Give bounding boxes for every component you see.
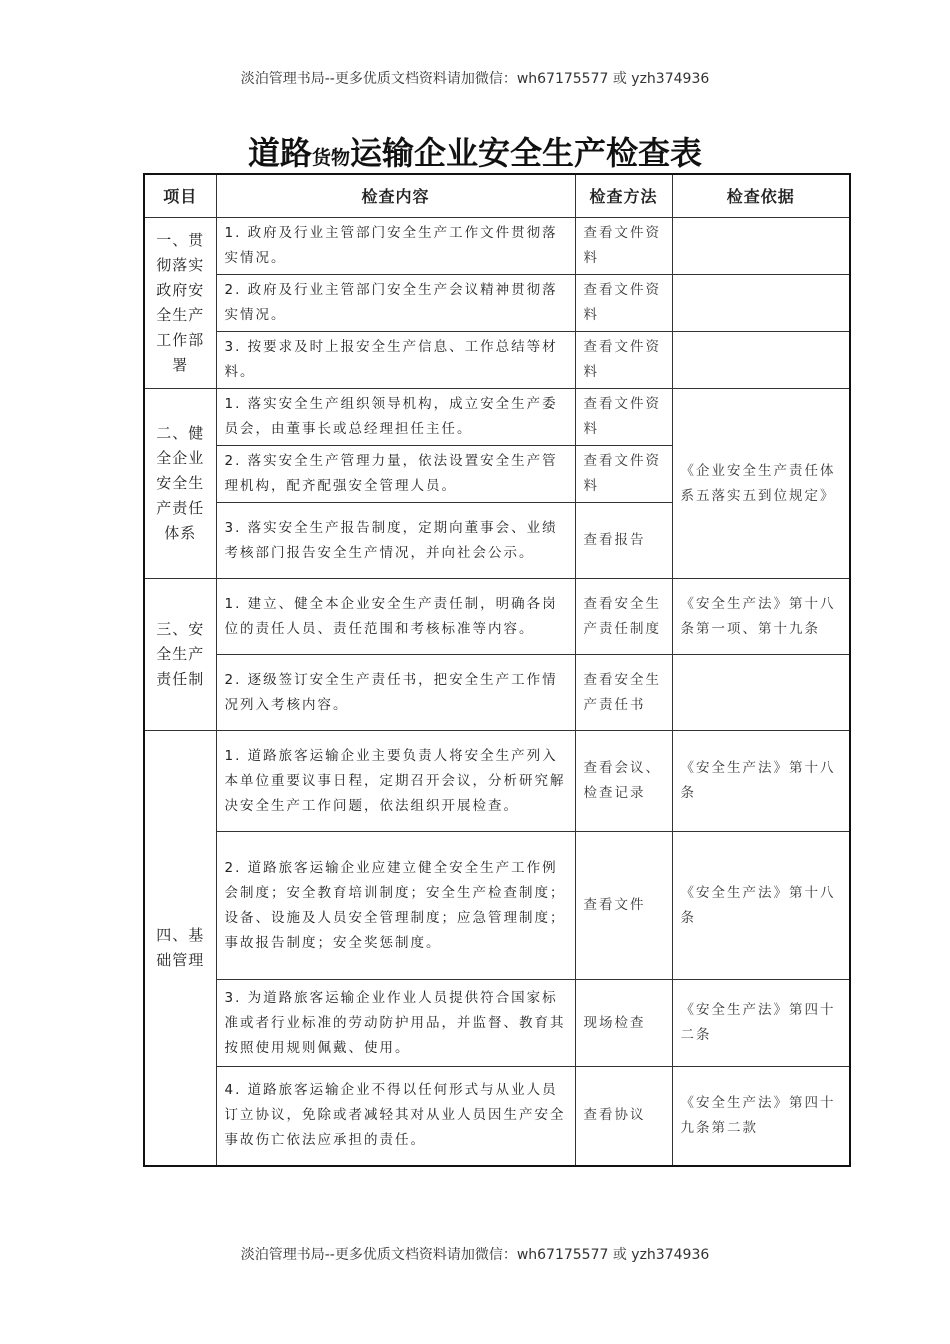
table-row [144, 579, 850, 655]
col-header-basis: 检查依据 [672, 174, 850, 218]
check-basis [672, 332, 850, 389]
check-method: 现场检查 [575, 980, 672, 1067]
table-row [144, 980, 850, 1067]
table-row [144, 389, 850, 446]
check-basis: 《安全生产法》第四十九条第二款 [672, 1067, 850, 1166]
check-basis-merged: 《企业安全生产责任体系五落实五到位规定》 [672, 389, 850, 579]
table-row [144, 655, 850, 731]
check-basis: 《安全生产法》第十八条 [672, 731, 850, 832]
check-content: 2. 政府及行业主管部门安全生产会议精神贯彻落实情况。 [216, 275, 575, 332]
check-method: 查看文件资料 [575, 332, 672, 389]
table-row [144, 1067, 850, 1166]
check-content: 4. 道路旅客运输企业不得以任何形式与从业人员订立协议，免除或者减轻其对从业人员因生产安全事故伤亡依法应承担的责任。 [216, 1067, 575, 1166]
check-method: 查看安全生产责任书 [575, 655, 672, 731]
title-part-1: 道路 [247, 134, 312, 172]
inspection-table [143, 173, 851, 1167]
check-method: 查看安全生产责任制度 [575, 579, 672, 655]
check-content: 3. 按要求及时上报安全生产信息、工作总结等材料。 [216, 332, 575, 389]
table-row [144, 218, 850, 275]
check-content: 1. 建立、健全本企业安全生产责任制，明确各岗位的责任人员、责任范围和考核标准等内容。 [216, 579, 575, 655]
check-basis: 《安全生产法》第四十二条 [672, 980, 850, 1067]
table-row [144, 275, 850, 332]
table-row [144, 731, 850, 832]
check-method: 查看会议、检查记录 [575, 731, 672, 832]
title-part-2: 运输企业安全生产检查表 [350, 134, 703, 172]
check-method: 查看文件资料 [575, 446, 672, 503]
page-footer-note: 淡泊管理书局--更多优质文档资料请加微信：wh67175577 或 yzh374936 [240, 1247, 710, 1263]
check-content: 3. 落实安全生产报告制度，定期向董事会、业绩考核部门报告安全生产情况，并向社会公示。 [216, 503, 575, 579]
check-basis: 《安全生产法》第十八条 [672, 832, 850, 980]
table-row [144, 332, 850, 389]
check-method: 查看协议 [575, 1067, 672, 1166]
check-content: 2. 落实安全生产管理力量，依法设置安全生产管理机构，配齐配强安全管理人员。 [216, 446, 575, 503]
check-basis [672, 218, 850, 275]
check-content: 1. 道路旅客运输企业主要负责人将安全生产列入本单位重要议事日程，定期召开会议，分析研究解决安全生产工作问题，依法组织开展检查。 [216, 731, 575, 832]
document-title [0, 128, 950, 174]
table-row [144, 832, 850, 980]
check-content: 3. 为道路旅客运输企业作业人员提供符合国家标准或者行业标准的劳动防护用品，并监督、教育其按照使用规则佩戴、使用。 [216, 980, 575, 1067]
check-basis [672, 655, 850, 731]
section-label: 二、健全企业安全生产责任体系 [144, 389, 216, 579]
check-basis [672, 275, 850, 332]
check-content: 2. 道路旅客运输企业应建立健全安全生产工作例会制度；安全教育培训制度；安全生产检查制度；设备、设施及人员安全管理制度；应急管理制度；事故报告制度；安全奖惩制度。 [216, 832, 575, 980]
col-header-method: 检查方法 [575, 174, 672, 218]
check-content: 1. 政府及行业主管部门安全生产工作文件贯彻落实情况。 [216, 218, 575, 275]
check-method: 查看文件资料 [575, 389, 672, 446]
check-content: 1. 落实安全生产组织领导机构，成立安全生产委员会，由董事长或总经理担任主任。 [216, 389, 575, 446]
section-label: 一、贯彻落实政府安全生产工作部署 [144, 218, 216, 389]
section-label: 四、基础管理 [144, 731, 216, 1166]
col-header-content: 检查内容 [216, 174, 575, 218]
table-header-row [144, 174, 850, 218]
check-method: 查看报告 [575, 503, 672, 579]
page-header-note: 淡泊管理书局--更多优质文档资料请加微信：wh67175577 或 yzh374936 [240, 71, 710, 87]
section-label: 三、安全生产责任制 [144, 579, 216, 731]
col-header-item: 项目 [144, 174, 216, 218]
check-method: 查看文件资料 [575, 218, 672, 275]
title-part-small: 货物 [311, 147, 350, 169]
check-content: 2. 逐级签订安全生产责任书，把安全生产工作情况列入考核内容。 [216, 655, 575, 731]
check-method: 查看文件 [575, 832, 672, 980]
check-basis: 《安全生产法》第十八条第一项、第十九条 [672, 579, 850, 655]
check-method: 查看文件资料 [575, 275, 672, 332]
